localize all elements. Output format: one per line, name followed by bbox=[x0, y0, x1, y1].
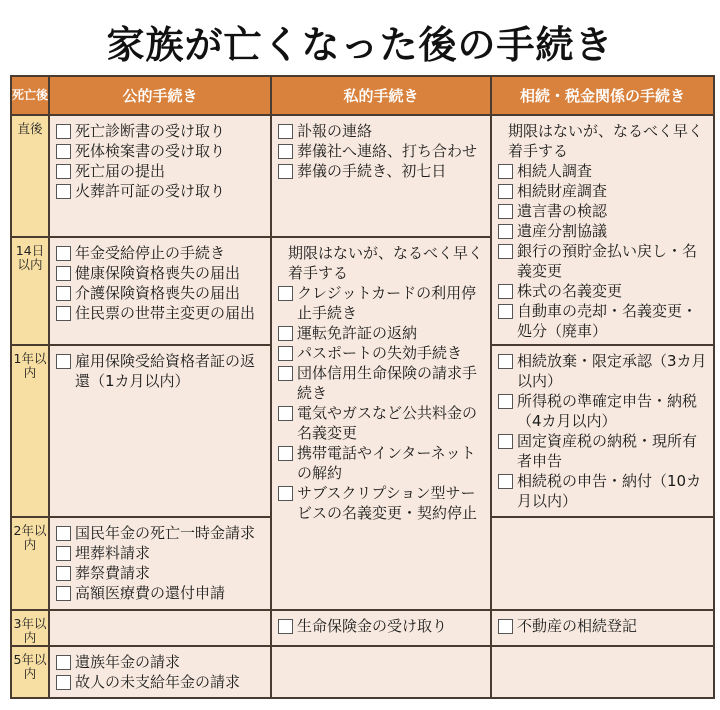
checkbox-icon[interactable] bbox=[498, 304, 513, 319]
checklist-item-label: 国民年金の死亡一時金請求 bbox=[75, 524, 256, 542]
checklist-item[interactable] bbox=[278, 483, 486, 523]
checkbox-icon[interactable] bbox=[498, 204, 513, 219]
time-immediately: 直後 bbox=[11, 115, 49, 237]
checklist-item-label: 相続財産調査 bbox=[517, 182, 608, 200]
checklist-item[interactable] bbox=[56, 243, 266, 263]
checklist-item[interactable] bbox=[278, 283, 486, 323]
checklist-item[interactable] bbox=[278, 121, 486, 141]
checkbox-icon[interactable] bbox=[278, 326, 293, 341]
checklist-item[interactable] bbox=[278, 141, 486, 161]
checklist-item[interactable] bbox=[56, 283, 266, 303]
checklist-item-label: 死亡届の提出 bbox=[75, 162, 166, 180]
checklist-item[interactable] bbox=[498, 471, 709, 511]
checklist-item-label: 運転免許証の返納 bbox=[297, 324, 418, 342]
checklist-item[interactable] bbox=[498, 616, 709, 636]
checkbox-icon[interactable] bbox=[56, 546, 71, 561]
checklist-item-label: クレジットカードの利用停止手続き bbox=[297, 284, 477, 322]
checkbox-icon[interactable] bbox=[498, 164, 513, 179]
checklist-item-label: 年金受給停止の手続き bbox=[75, 244, 226, 262]
checklist-item[interactable] bbox=[498, 201, 709, 221]
checklist-item-label: 携帯電話やインターネットの解約 bbox=[297, 444, 476, 482]
deadline-note: 期限はないが、なるべく早く着手する bbox=[508, 122, 704, 160]
private-immediately bbox=[271, 115, 491, 237]
checklist-item[interactable] bbox=[56, 121, 266, 141]
procedure-table bbox=[10, 75, 715, 699]
inheritance-early bbox=[491, 115, 714, 345]
checklist-item-label: 団体信用生命保険の請求手続き bbox=[297, 364, 478, 402]
checklist-item-label: 生命保険金の受け取り bbox=[297, 617, 448, 635]
inheritance-3years bbox=[491, 610, 714, 646]
checklist-item[interactable] bbox=[56, 161, 266, 181]
checkbox-icon[interactable] bbox=[498, 619, 513, 634]
header-row bbox=[11, 76, 714, 115]
time-1year: 1年以内 bbox=[11, 345, 49, 517]
checklist-item[interactable] bbox=[278, 343, 486, 363]
private-early bbox=[271, 237, 491, 610]
checklist-item-label: 死亡診断書の受け取り bbox=[75, 122, 226, 140]
checklist-item[interactable] bbox=[278, 161, 486, 181]
checkbox-icon[interactable] bbox=[56, 566, 71, 581]
checkbox-icon[interactable] bbox=[56, 266, 71, 281]
checklist-item-label: 住民票の世帯主変更の届出 bbox=[75, 304, 256, 322]
checkbox-icon[interactable] bbox=[498, 354, 513, 369]
row-immediately bbox=[11, 115, 714, 237]
checkbox-icon[interactable] bbox=[278, 366, 293, 381]
checklist-item-label: パスポートの失効手続き bbox=[297, 344, 463, 362]
checklist-item[interactable] bbox=[56, 523, 266, 543]
private-5years bbox=[271, 646, 491, 698]
checklist-item[interactable] bbox=[56, 303, 266, 323]
checkbox-icon[interactable] bbox=[56, 124, 71, 139]
checkbox-icon[interactable] bbox=[278, 144, 293, 159]
checkbox-icon[interactable] bbox=[56, 184, 71, 199]
public-3years bbox=[49, 610, 271, 646]
inheritance-2years bbox=[491, 517, 714, 610]
checkbox-icon[interactable] bbox=[56, 286, 71, 301]
checklist-item-label: 葬儀社へ連絡、打ち合わせ bbox=[297, 142, 478, 160]
checklist-item[interactable] bbox=[498, 181, 709, 201]
checklist-item[interactable] bbox=[498, 161, 709, 181]
checklist-item[interactable] bbox=[498, 221, 709, 241]
checklist-item[interactable] bbox=[56, 181, 266, 201]
checkbox-icon[interactable] bbox=[278, 286, 293, 301]
checklist-item[interactable] bbox=[278, 363, 486, 403]
checklist-item[interactable] bbox=[56, 672, 266, 692]
checklist-item-label: 株式の名義変更 bbox=[517, 282, 623, 300]
checkbox-icon[interactable] bbox=[278, 164, 293, 179]
header-inheritance: 相続・税金関係の手続き bbox=[491, 76, 714, 115]
public-2years bbox=[49, 517, 271, 610]
checklist-item-label: 高額医療費の還付申請 bbox=[75, 584, 226, 602]
checklist-item-label: 自動車の売却・名義変更・処分（廃車） bbox=[517, 302, 698, 340]
time-2years: 2年以内 bbox=[11, 517, 49, 610]
checkbox-icon[interactable] bbox=[278, 406, 293, 421]
checkbox-icon[interactable] bbox=[278, 346, 293, 361]
checklist-item-label: サブスクリプション型サービスの名義変更・契約停止 bbox=[297, 484, 478, 522]
checkbox-icon[interactable] bbox=[498, 244, 513, 259]
checkbox-icon[interactable] bbox=[56, 655, 71, 670]
private-3years bbox=[271, 610, 491, 646]
checklist-item[interactable] bbox=[278, 616, 486, 636]
checklist-item-label: 不動産の相続登記 bbox=[517, 617, 638, 635]
checklist-item[interactable] bbox=[498, 431, 709, 471]
checklist-item-label: 介護保険資格喪失の届出 bbox=[75, 284, 241, 302]
checkbox-icon[interactable] bbox=[56, 306, 71, 321]
checkbox-icon[interactable] bbox=[278, 619, 293, 634]
checklist-item-label: 電気やガスなど公共料金の名義変更 bbox=[297, 404, 478, 442]
checkbox-icon[interactable] bbox=[498, 184, 513, 199]
checklist-item[interactable] bbox=[56, 543, 266, 563]
checkbox-icon[interactable] bbox=[278, 446, 293, 461]
time-14days: 14日以内 bbox=[11, 237, 49, 345]
checklist-item-label: 遺言書の検認 bbox=[517, 202, 608, 220]
inheritance-5years bbox=[491, 646, 714, 698]
time-5years: 5年以内 bbox=[11, 646, 49, 698]
public-14days bbox=[49, 237, 271, 345]
checkbox-icon[interactable] bbox=[56, 675, 71, 690]
header-corner: 死亡後 bbox=[11, 76, 49, 115]
checklist-item[interactable] bbox=[56, 141, 266, 161]
checklist-item[interactable] bbox=[56, 563, 266, 583]
header-private: 私的手続き bbox=[271, 76, 491, 115]
checklist-item-label: 葬儀の手続き、初七日 bbox=[297, 162, 447, 180]
checklist-item-label: 葬祭費請求 bbox=[75, 564, 151, 582]
checklist-item[interactable] bbox=[278, 443, 486, 483]
checklist-item[interactable] bbox=[498, 301, 709, 341]
checkbox-icon[interactable] bbox=[498, 284, 513, 299]
row-3years bbox=[11, 610, 714, 646]
public-immediately bbox=[49, 115, 271, 237]
checklist-item-label: 遺族年金の請求 bbox=[75, 653, 181, 671]
checklist-item[interactable] bbox=[56, 583, 266, 603]
checkbox-icon[interactable] bbox=[56, 164, 71, 179]
checklist-item-label: 火葬許可証の受け取り bbox=[75, 182, 226, 200]
checklist-item[interactable] bbox=[56, 263, 266, 283]
row-5years bbox=[11, 646, 714, 698]
checklist-item-label: 埋葬料請求 bbox=[75, 544, 151, 562]
checklist-item-label: 訃報の連絡 bbox=[297, 122, 373, 140]
checkbox-icon[interactable] bbox=[278, 486, 293, 501]
checklist-item[interactable] bbox=[56, 351, 266, 391]
checkbox-icon[interactable] bbox=[498, 224, 513, 239]
checklist-item[interactable] bbox=[498, 391, 709, 431]
checkbox-icon[interactable] bbox=[498, 474, 513, 489]
public-5years bbox=[49, 646, 271, 698]
checklist-item[interactable] bbox=[498, 281, 709, 301]
header-public: 公的手続き bbox=[49, 76, 271, 115]
deadline-note: 期限はないが、なるべく早く着手する bbox=[288, 244, 484, 282]
checklist-item[interactable] bbox=[278, 323, 486, 343]
checklist-item[interactable] bbox=[56, 652, 266, 672]
checkbox-icon[interactable] bbox=[56, 526, 71, 541]
checklist-item-label: 雇用保険受給資格者証の返還（1カ月以内） bbox=[75, 352, 256, 390]
inheritance-1year bbox=[491, 345, 714, 517]
checklist-item-label: 遺産分割協議 bbox=[517, 222, 608, 240]
checklist-item-label: 所得税の準確定申告・納税（4カ月以内） bbox=[517, 392, 698, 430]
public-1year bbox=[49, 345, 271, 517]
checklist-item-label: 相続放棄・限定承認（3カ月以内） bbox=[517, 352, 707, 390]
checkbox-icon[interactable] bbox=[56, 586, 71, 601]
checklist-item[interactable] bbox=[278, 403, 486, 443]
checkbox-icon[interactable] bbox=[56, 246, 71, 261]
checklist-item-label: 相続税の申告・納付（10カ月以内） bbox=[517, 472, 702, 510]
time-3years: 3年以内 bbox=[11, 610, 49, 646]
checklist-item-label: 死体検案書の受け取り bbox=[75, 142, 226, 160]
checkbox-icon[interactable] bbox=[278, 124, 293, 139]
page-title: 家族が亡くなった後の手続き bbox=[106, 23, 614, 67]
checklist-item-label: 固定資産税の納税・現所有者申告 bbox=[517, 432, 698, 470]
checklist-item[interactable] bbox=[498, 241, 709, 281]
checkbox-icon[interactable] bbox=[498, 394, 513, 409]
checklist-item-label: 健康保険資格喪失の届出 bbox=[75, 264, 241, 282]
checkbox-icon[interactable] bbox=[56, 144, 71, 159]
checklist-item-label: 銀行の預貯金払い戻し・名義変更 bbox=[517, 242, 698, 280]
checkbox-icon[interactable] bbox=[498, 434, 513, 449]
checklist-item-label: 故人の未支給年金の請求 bbox=[75, 673, 241, 691]
checkbox-icon[interactable] bbox=[56, 354, 71, 369]
checklist-item-label: 相続人調査 bbox=[517, 162, 593, 180]
checklist-item[interactable] bbox=[498, 351, 709, 391]
